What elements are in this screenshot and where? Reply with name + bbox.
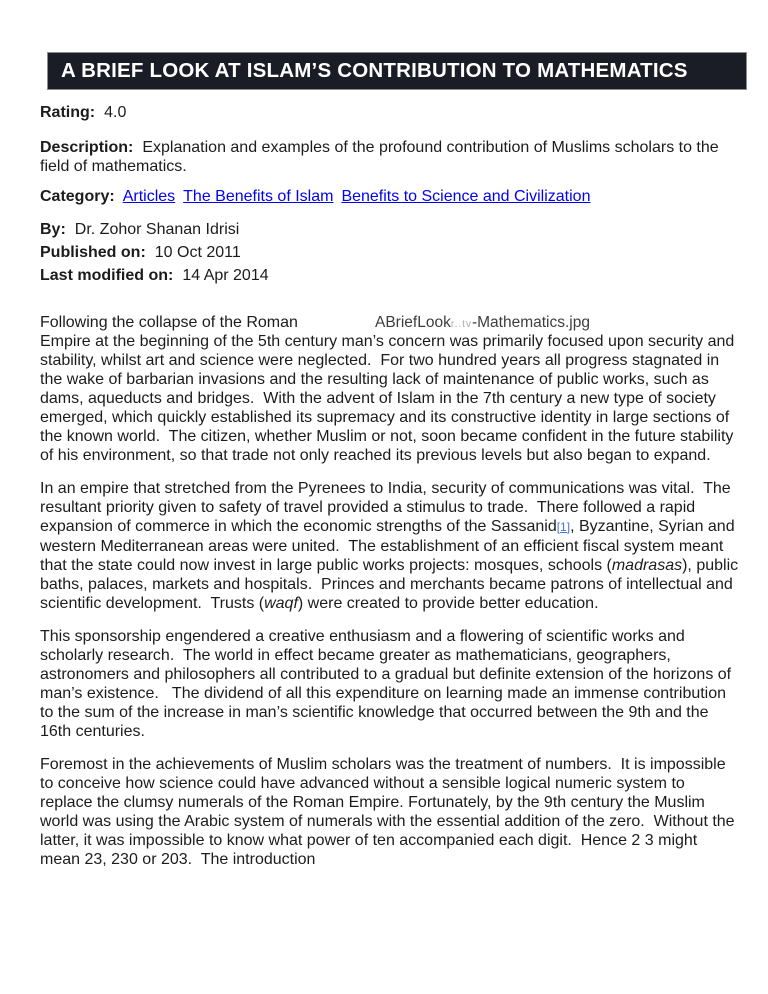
meta-description bbox=[40, 138, 740, 176]
paragraph-2-text: ), public baths, palaces, markets and hospitals. Princes and merchants became patrons of intellectual and scientific development. Trusts ( bbox=[40, 557, 739, 612]
published-label: Published on: bbox=[40, 244, 146, 261]
article-title-banner bbox=[47, 52, 747, 90]
meta-category bbox=[40, 187, 740, 206]
paragraph-2-text: , Byzantine, Syrian and western Mediterranean areas were united. The establishment of an efficient fiscal system meant that the state could now invest in large public works projects: mosques, schools ( bbox=[40, 518, 735, 574]
paragraph-4: Foremost in the achievements of Muslim scholars was the treatment of numbers. It is impossible to conceive how science could have advanced without a sensible logical numeric system to replace the clumsy numerals of the Roman Empire. Fortunately, by the 9th century the Muslim world was using the Arabic system of numerals with the essential addition of the zero. Without the latter, it was impossible to know what power of ten accompanied each digit. Hence 2 3 might mean 23, 230 or 203. The introduction bbox=[40, 756, 735, 868]
paragraph-1-first-line bbox=[40, 313, 740, 332]
caption-prefix: ABriefLook bbox=[375, 314, 451, 331]
modified-label: Last modified on: bbox=[40, 267, 174, 284]
broken-image-caption bbox=[375, 313, 590, 334]
by-label: By: bbox=[40, 221, 66, 238]
term-waqf: waqf bbox=[264, 595, 298, 612]
article-content bbox=[40, 103, 740, 883]
category-link-benefits-science-civilization[interactable]: Benefits to Science and Civilization bbox=[341, 188, 591, 205]
description-text: Explanation and examples of the profound contribution of Muslims scholars to the field of mathematics. bbox=[40, 139, 719, 175]
paragraph-3: This sponsorship engendered a creative enthusiasm and a flowering of scientific works and scholarly research. The world in effect became greater as mathematicians, geographers, astronomers and philosophers all contributed to a gradual but definite extension of the horizons of man’s existence. The dividend of all this expenditure on learning made an immense contribution to the sum of the increase in man’s scientific knowledge that occurred between the 9th and the 16th centuries. bbox=[40, 628, 732, 740]
article-body bbox=[40, 313, 740, 869]
byline-modified-row bbox=[40, 264, 740, 287]
term-madrasas: madrasas bbox=[611, 557, 683, 574]
description-label: Description: bbox=[40, 139, 134, 156]
caption-overlap-text: r..tv bbox=[450, 319, 472, 330]
byline-author-row bbox=[40, 218, 740, 241]
rating-label: Rating: bbox=[40, 104, 96, 121]
paragraph-1-start-text: Following the collapse of the Roman bbox=[40, 314, 298, 331]
published-value: 10 Oct 2011 bbox=[154, 244, 241, 261]
by-value: Dr. Zohor Shanan Idrisi bbox=[74, 221, 240, 238]
paragraph-1 bbox=[40, 313, 740, 465]
paragraph-2 bbox=[40, 479, 740, 613]
caption-suffix: -Mathematics.jpg bbox=[471, 314, 590, 331]
paragraph-1-rest-text: Empire at the beginning of the 5th century man’s concern was primarily focused upon security and stability, whilst art and science were neglected. For two hundred years all progress stagnated in the wake of barbarian invasions and the resulting lack of maintenance of public works, such as dams, aqueducts and bridges. With the advent of Islam in the 7th century a new type of society emerged, which quickly established its supremacy and its constructive identity in large sections of the known world. The citizen, whether Muslim or not, soon became confident in the future stability of his environment, so that trade not only reached its previous levels but also began to expand. bbox=[40, 333, 735, 464]
category-link-articles[interactable]: Articles bbox=[122, 188, 176, 205]
footnote-ref-1[interactable]: [1] bbox=[556, 520, 571, 534]
category-link-benefits-of-islam[interactable]: The Benefits of Islam bbox=[183, 188, 334, 205]
rating-value: 4.0 bbox=[104, 104, 127, 121]
category-label: Category: bbox=[40, 188, 115, 205]
paragraph-2-text: ) were created to provide better education. bbox=[297, 595, 599, 612]
byline-published-row bbox=[40, 241, 740, 264]
modified-value: 14 Apr 2014 bbox=[182, 267, 269, 284]
meta-rating bbox=[40, 103, 740, 122]
article-title: A BRIEF LOOK AT ISLAM’S CONTRIBUTION TO MATHEMATICS bbox=[61, 59, 688, 82]
paragraph-2-text: In an empire that stretched from the Pyrenees to India, security of communications was vital. The resultant priority given to safety of travel provided a stimulus to trade. There followed a rapid expansion of commerce in which the economic strengths of the Sassanid bbox=[40, 480, 731, 535]
meta-byline bbox=[40, 218, 740, 287]
